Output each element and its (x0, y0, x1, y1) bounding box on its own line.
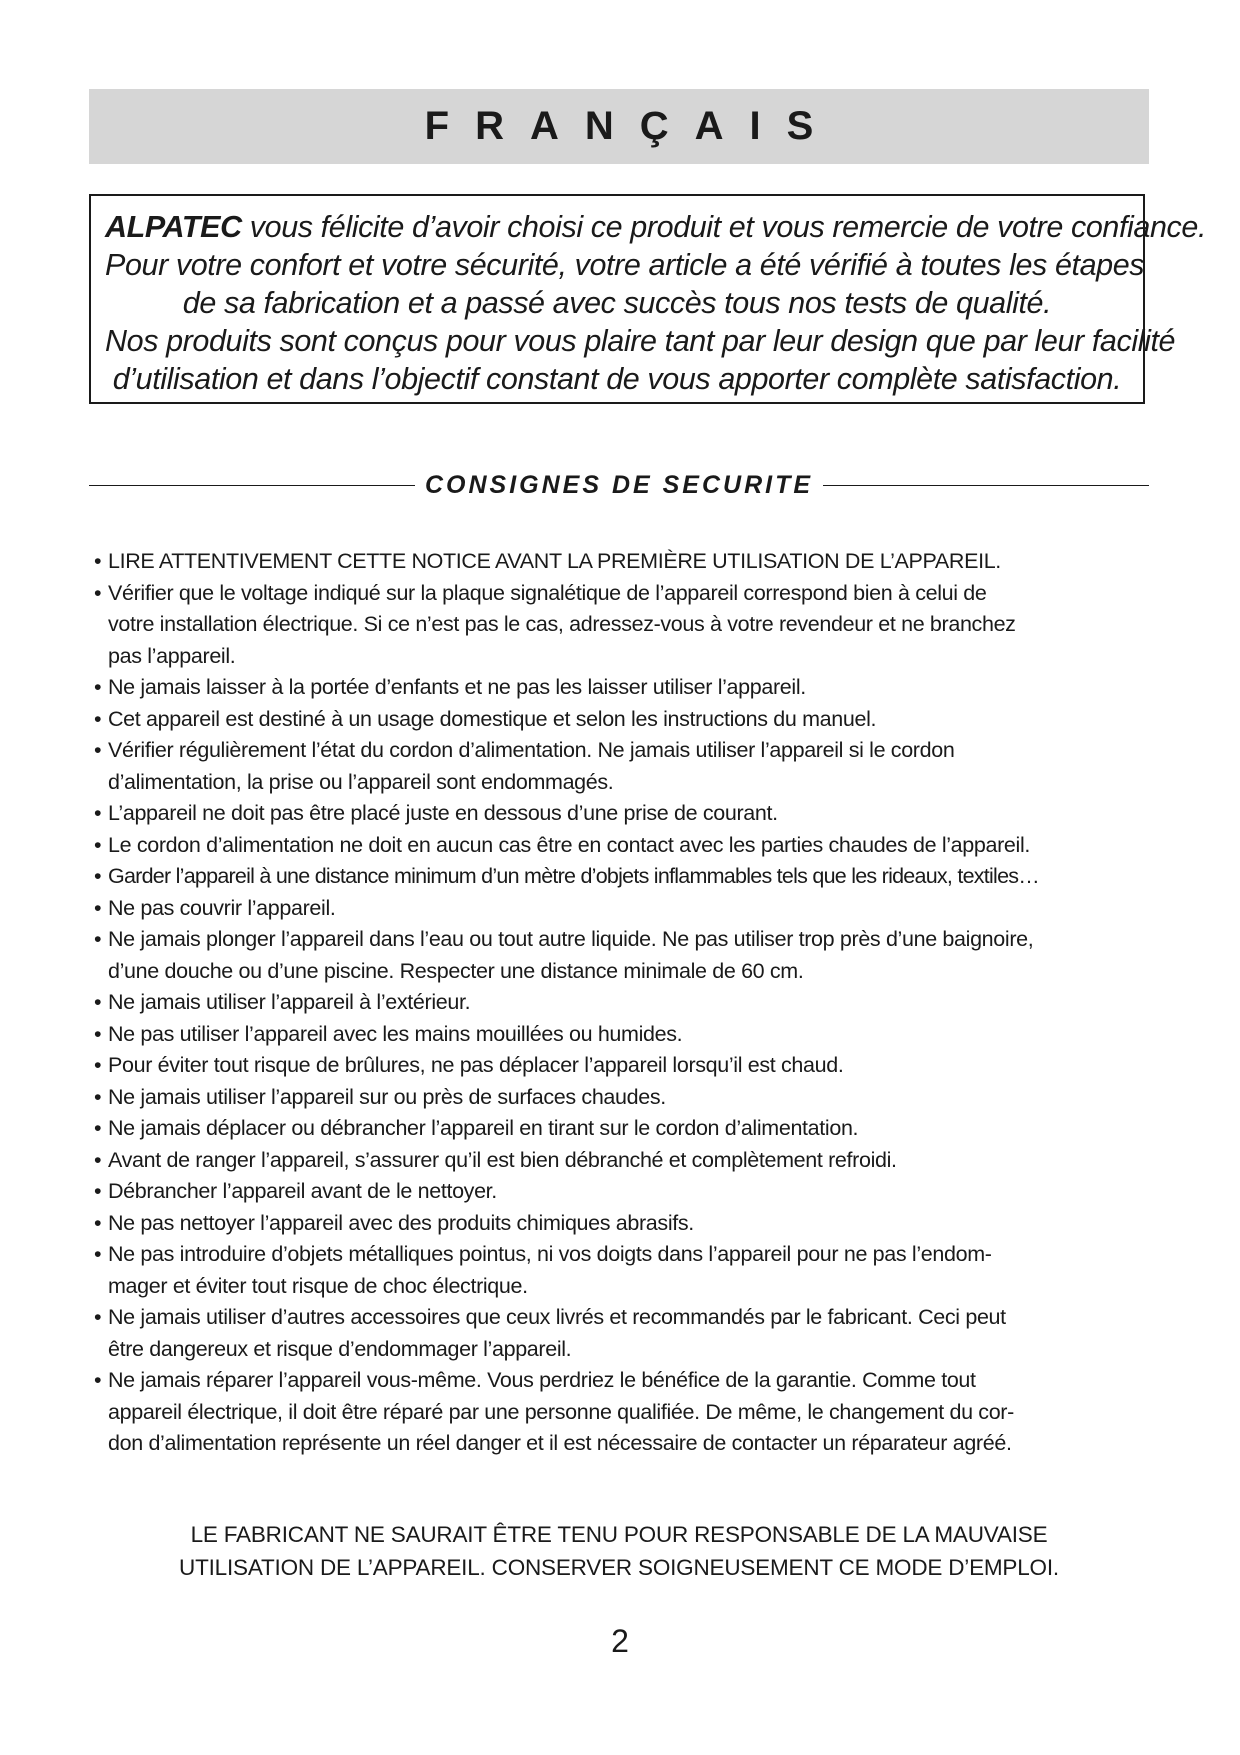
language-title: FRANÇAIS (424, 104, 840, 148)
safety-item (94, 578, 1154, 673)
bullet-icon: • (94, 706, 102, 731)
safety-item (94, 546, 1154, 578)
safety-item-text: appareil électrique, il doit être réparé par une personne qualifiée. De même, le changement du cor- (108, 1399, 1014, 1424)
safety-item-text: Ne pas couvrir l’appareil. (108, 895, 336, 920)
safety-item-text: mager et éviter tout risque de choc électrique. (108, 1273, 528, 1298)
safety-item (94, 987, 1154, 1019)
safety-item-text: d’une douche ou d’une piscine. Respecter une distance minimale de 60 cm. (108, 958, 804, 983)
bullet-icon: • (94, 1084, 102, 1109)
safety-item (94, 893, 1154, 925)
safety-item-text: L’appareil ne doit pas être placé juste en dessous d’une prise de courant. (108, 801, 778, 825)
safety-item (94, 1176, 1154, 1208)
safety-item-text: Pour éviter tout risque de brûlures, ne pas déplacer l’appareil lorsqu’il est chaud. (108, 1053, 844, 1077)
bullet-icon: • (94, 580, 102, 605)
intro-box (89, 194, 1207, 404)
intro-first-line-text: vous félicite d’avoir choisi ce produit et vous remercie de votre confiance. (241, 210, 1207, 244)
safety-item-text: Ne jamais utiliser d’autres accessoires que ceux livrés et recommandés par le fabricant. Ceci peut (108, 1305, 1006, 1329)
safety-item (94, 830, 1154, 862)
bullet-icon: • (94, 1305, 102, 1329)
safety-item-text: LIRE ATTENTIVEMENT CETTE NOTICE AVANT LA PREMIÈRE UTILISATION DE L’APPAREIL. (108, 549, 1001, 573)
bullet-icon: • (94, 895, 102, 920)
disclaimer (89, 1518, 1149, 1584)
safety-item-text: Ne jamais déplacer ou débrancher l’appareil en tirant sur le cordon d’alimentation. (108, 1116, 859, 1140)
intro-line: d’utilisation et dans l’objectif constant de vous apporter complète satisfaction. (112, 362, 1122, 396)
safety-item-text: Vérifier régulièrement l’état du cordon d’alimentation. Ne jamais utiliser l’appareil si le cordon (108, 738, 955, 762)
bullet-icon: • (94, 832, 102, 857)
bullet-icon: • (94, 1147, 102, 1172)
safety-item (94, 1365, 1154, 1460)
bullet-icon: • (94, 675, 102, 699)
safety-item (94, 1050, 1154, 1082)
disclaimer-line: UTILISATION DE L’APPAREIL. CONSERVER SOIGNEUSEMENT CE MODE D’EMPLOI. (179, 1555, 1059, 1580)
safety-item (94, 798, 1154, 830)
safety-item-text: Avant de ranger l’appareil, s’assurer qu’il est bien débranché et complètement refroidi. (108, 1147, 897, 1172)
safety-item (94, 1208, 1154, 1240)
safety-item (94, 1019, 1154, 1051)
intro-line (105, 208, 1207, 246)
safety-item (94, 704, 1154, 736)
bullet-icon: • (94, 1210, 102, 1235)
section-title: CONSIGNES DE SECURITE (424, 470, 814, 499)
bullet-icon: • (94, 864, 101, 888)
safety-item-text: Ne jamais utiliser l’appareil à l’extérieur. (108, 990, 471, 1014)
safety-item (94, 672, 1154, 704)
safety-item-text: Garder l’appareil à une distance minimum d’un mètre d’objets inflammables tels que les rideaux, textiles… (108, 864, 1040, 888)
bullet-icon: • (94, 1368, 102, 1392)
brand-name: ALPATEC (105, 210, 242, 244)
safety-item-text: Débrancher l’appareil avant de le nettoyer. (108, 1179, 497, 1203)
bullet-icon: • (94, 1242, 102, 1266)
heading-rule-left (89, 485, 415, 486)
heading-rule-right (823, 485, 1149, 486)
safety-item-text: Ne pas nettoyer l’appareil avec des produits chimiques abrasifs. (108, 1210, 694, 1235)
safety-item (94, 1239, 1154, 1302)
language-banner (89, 89, 1149, 164)
safety-item (94, 1082, 1154, 1114)
bullet-icon: • (94, 990, 102, 1014)
bullet-icon: • (94, 1021, 102, 1046)
safety-item (94, 861, 1154, 893)
safety-item-text: d’alimentation, la prise ou l’appareil sont endommagés. (108, 769, 614, 794)
safety-item-text: Ne jamais réparer l’appareil vous-même. Vous perdriez le bénéfice de la garantie. Comme tout (108, 1368, 976, 1392)
disclaimer-line: LE FABRICANT NE SAURAIT ÊTRE TENU POUR RESPONSABLE DE LA MAUVAISE (190, 1522, 1048, 1547)
page-number: 2 (611, 1623, 629, 1659)
bullet-icon: • (94, 738, 102, 762)
intro-line: Nos produits sont conçus pour vous plaire tant par leur design que par leur facilité (105, 324, 1176, 358)
safety-item (94, 735, 1154, 798)
section-heading (89, 468, 1149, 502)
safety-item-text: Vérifier que le voltage indiqué sur la plaque signalétique de l’appareil correspond bien à celui de (108, 580, 987, 605)
safety-item-text: Ne jamais laisser à la portée d’enfants et ne pas les laisser utiliser l’appareil. (108, 675, 806, 699)
bullet-icon: • (94, 549, 102, 573)
safety-item (94, 1113, 1154, 1145)
intro-line: Pour votre confort et votre sécurité, votre article a été vérifié à toutes les étapes (105, 248, 1145, 282)
bullet-icon: • (94, 801, 102, 825)
safety-item (94, 1145, 1154, 1177)
safety-item-text: votre installation électrique. Si ce n’est pas le cas, adressez-vous à votre revendeur et ne branchez (108, 612, 1016, 636)
bullet-icon: • (94, 1053, 102, 1077)
safety-item-text: pas l’appareil. (108, 643, 236, 668)
safety-item (94, 1302, 1154, 1365)
safety-item-text: don d’alimentation représente un réel danger et il est nécessaire de contacter un réparateur agréé. (108, 1431, 1012, 1455)
bullet-icon: • (94, 927, 102, 951)
safety-instructions-list (94, 546, 1154, 1460)
safety-item (94, 924, 1154, 987)
intro-line: de sa fabrication et a passé avec succès tous nos tests de qualité. (182, 286, 1052, 320)
bullet-icon: • (94, 1116, 102, 1140)
safety-item-text: Le cordon d’alimentation ne doit en aucun cas être en contact avec les parties chaudes de l’appareil. (108, 832, 1031, 857)
safety-item-text: Ne jamais plonger l’appareil dans l’eau ou tout autre liquide. Ne pas utiliser trop près d’une baignoire, (108, 927, 1034, 951)
safety-item-text: Ne pas utiliser l’appareil avec les mains mouillées ou humides. (108, 1021, 683, 1046)
safety-item-text: être dangereux et risque d’endommager l’appareil. (108, 1336, 572, 1361)
safety-item-text: Ne pas introduire d’objets métalliques pointus, ni vos doigts dans l’appareil pour ne pas l’endom- (108, 1242, 992, 1266)
safety-item-text: Cet appareil est destiné à un usage domestique et selon les instructions du manuel. (108, 706, 877, 731)
safety-item-text: Ne jamais utiliser l’appareil sur ou près de surfaces chaudes. (108, 1084, 666, 1109)
bullet-icon: • (94, 1179, 102, 1203)
